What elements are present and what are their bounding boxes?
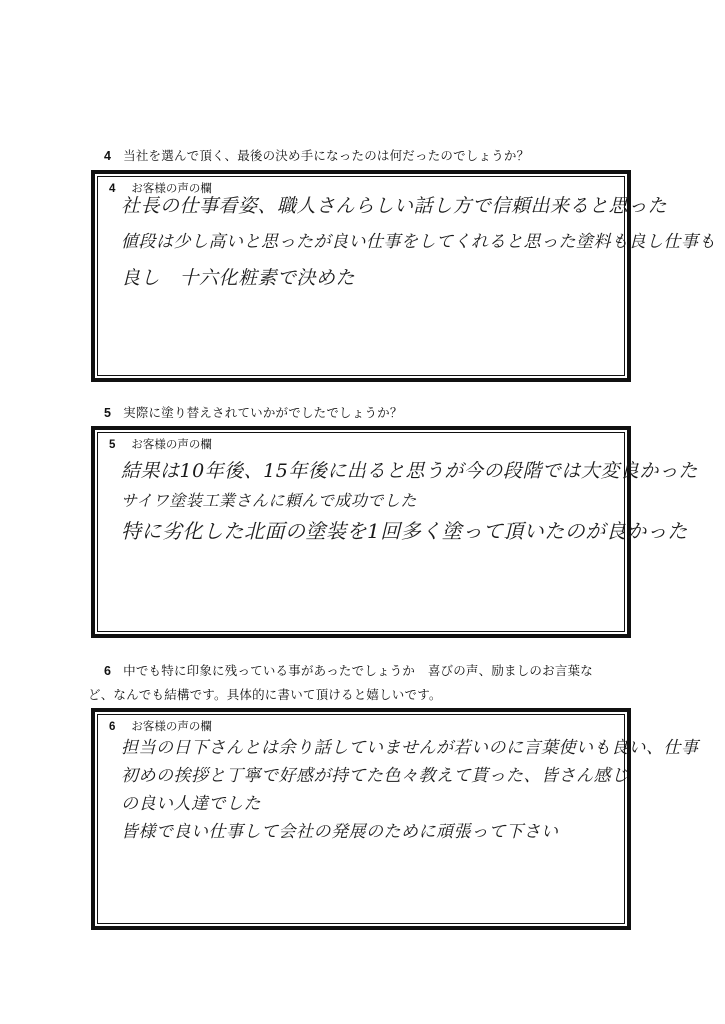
box-label-text: お客様の声の欄	[131, 181, 212, 195]
answer-line: 担当の日下さんとは余り話していませんが若いのに言葉使いも良い、仕事	[121, 738, 699, 758]
answer-line: 値段は少し高いと思ったが良い仕事をしてくれると思った塗料も良し仕事も	[121, 232, 716, 252]
answer-line: 良し 十六化粧素で決めた	[121, 267, 356, 289]
answer-line: サイワ塗装工業さんに頼んで成功でした	[121, 491, 417, 510]
handwritten-answer	[121, 734, 699, 846]
question-6	[88, 659, 664, 707]
handwritten-answer	[121, 188, 716, 296]
handwritten-answer	[121, 454, 698, 548]
box-label	[109, 718, 212, 735]
question-5	[104, 402, 664, 424]
box-number: 5	[109, 439, 116, 451]
question-number: 4	[104, 149, 112, 163]
box-label-text: お客様の声の欄	[131, 437, 212, 451]
answer-box-4	[91, 170, 716, 382]
question-number: 5	[104, 406, 112, 420]
question-number: 6	[104, 664, 112, 678]
answer-line: 初めの挨拶と丁寧で好感が持てた色々教えて貰った、皆さん感じ	[121, 766, 629, 786]
question-text: 中でも特に印象に残っている事があったでしょうか 喜びの声、励ましのお言葉な	[123, 663, 593, 678]
question-text-continued: ど、なんでも結構です。具体的に書いて頂けると嬉しいです。	[88, 687, 442, 702]
question-4	[104, 145, 664, 167]
question-text: 当社を選んで頂く、最後の決め手になったのは何だったのでしょうか？	[123, 148, 530, 163]
answer-box-5	[91, 426, 698, 638]
answer-line: 社長の仕事看姿、職人さんらしい話し方で信頼出来ると思った	[121, 195, 668, 217]
box-number: 4	[109, 183, 116, 195]
box-label	[109, 436, 212, 453]
answer-line: 皆様で良い仕事して会社の発展のために頑張って下さい	[121, 822, 559, 842]
box-number: 6	[109, 721, 116, 733]
box-label-text: お客様の声の欄	[131, 719, 212, 733]
answer-line: の良い人達でした	[121, 794, 261, 814]
answer-line: 特に劣化した北面の塗装を1回多く塗って頂いたのが良かった	[121, 519, 688, 543]
answer-box-6	[91, 708, 699, 930]
answer-line: 結果は10年後、15年後に出ると思うが今の段階では大変良かった	[121, 460, 698, 482]
question-text: 実際に塗り替えされていかがでしたでしょうか？	[123, 405, 403, 420]
